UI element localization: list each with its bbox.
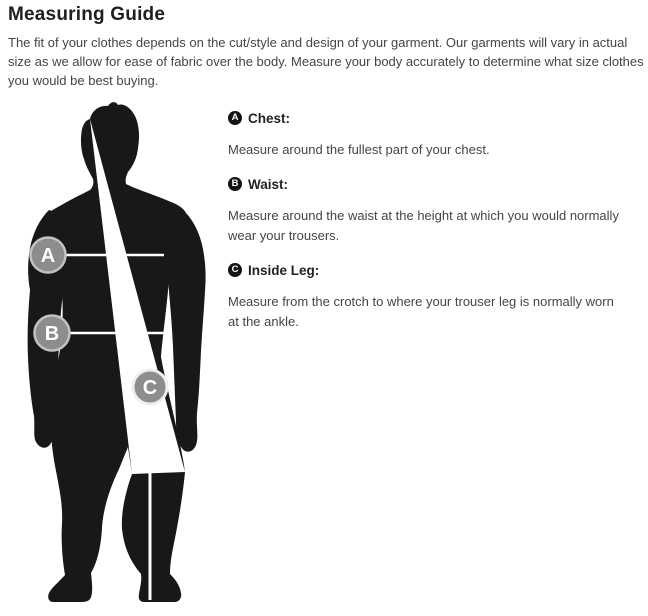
section-chest-body: Measure around the fullest part of your chest. [228, 142, 490, 157]
waist-badge-icon: B [228, 177, 242, 191]
section-inside-leg [228, 262, 626, 332]
section-waist-heading: Waist: [248, 176, 288, 192]
body-silhouette [48, 102, 186, 602]
marker-a [31, 238, 66, 273]
marker-b-letter: B [44, 323, 60, 345]
section-inside-leg-body: Measure from the crotch to where your trouser leg is normally worn at the ankle. [228, 294, 614, 329]
marker-a-letter: A [40, 245, 56, 267]
section-chest [228, 110, 626, 160]
section-waist-body: Measure around the waist at the height at which you would normally wear your trousers. [228, 208, 619, 243]
section-chest-heading: Chest: [248, 110, 291, 126]
right-arm-silhouette [169, 212, 206, 452]
section-chest-head [228, 110, 626, 126]
inside-leg-badge-icon: C [228, 263, 242, 277]
intro-text: The fit of your clothes depends on the cut/style and design of your garment. Our garments will vary in actual size as we allow for ease of fabric over the body. Measure your body accurately to determine what size clothes you would be best buying. [8, 35, 644, 88]
marker-c-letter: C [142, 377, 158, 399]
section-waist [228, 176, 626, 246]
measuring-figure [18, 95, 228, 610]
marker-c [133, 370, 167, 404]
body-silhouette-svg [18, 95, 228, 610]
marker-b [35, 316, 70, 351]
section-inside-leg-heading: Inside Leg: [248, 262, 320, 278]
section-waist-head [228, 176, 626, 192]
page-title: Measuring Guide [8, 4, 166, 25]
chest-badge-icon: A [228, 111, 242, 125]
instructions-column [228, 104, 626, 348]
section-inside-leg-head [228, 262, 626, 278]
